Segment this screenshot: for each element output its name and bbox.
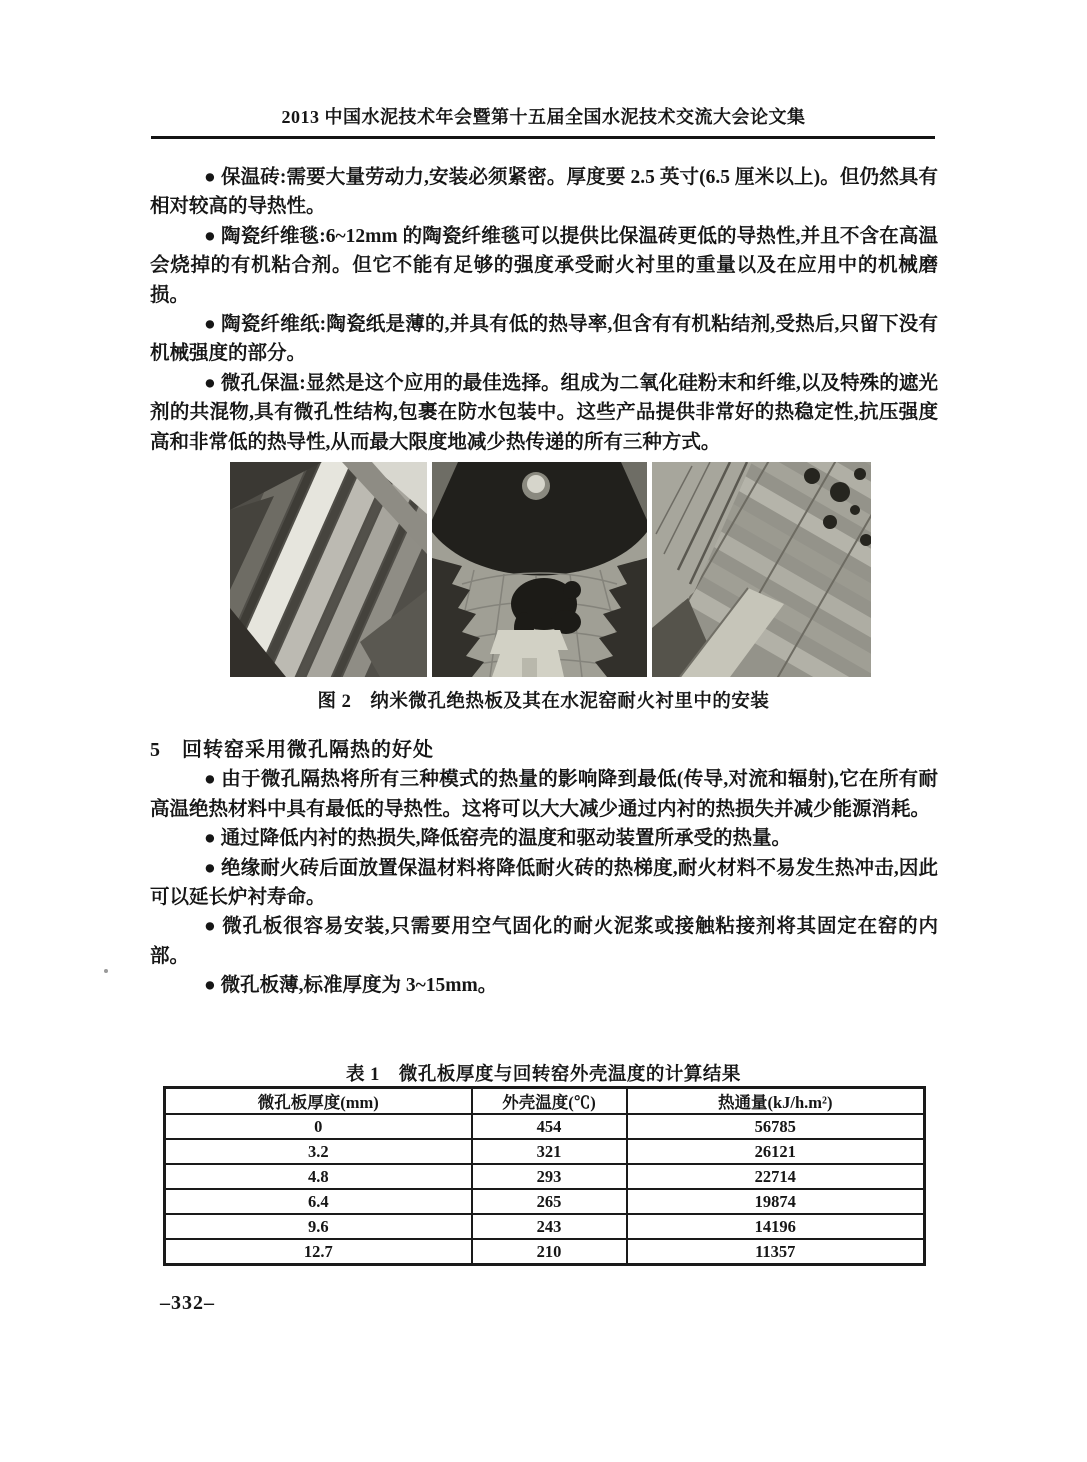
bullet-paragraph-microporous-insulation: ● 微孔保温:显然是这个应用的最佳选择。组成为二氧化硅粉末和纤维,以及特殊的遮光剂的共混物,具有微孔性结构,包裹在防水包装中。这些产品提供非常好的热稳定性,抗压强度高和非常低的热导性,从而最大限度地减少热传递的所有三种方式。 [150,372,938,453]
table-cell: 243 [472,1214,627,1239]
figure-2-caption: 图 2 纳米微孔绝热板及其在水泥窑耐火衬里中的安装 [317,692,770,712]
table-cell: 22714 [627,1164,925,1189]
table-cell: 11357 [627,1239,925,1265]
photo-kiln-interior-installation [432,462,647,677]
bullet-paragraph-insulating-brick: ● 保温砖:需要大量劳动力,安装必须紧密。厚度要 2.5 英寸(6.5 厘米以上)。但仍然具有相对较高的导热性。 [150,167,938,218]
table-row [165,1189,925,1214]
bullet-paragraph-lowest-conductivity: ● 由于微孔隔热将所有三种模式的热量的影响降到最低(传导,对流和辐射),它在所有耐高温绝热材料中具有最低的导热性。这将可以大大减少通过内衬的热损失并减少能源消耗。 [150,769,938,820]
table-col-header-heat-flux: 热通量(kJ/h.m²) [627,1088,925,1115]
table-row [165,1139,925,1164]
table-cell: 0 [165,1114,472,1139]
photo-insulation-boards [230,462,427,677]
table-header-row [165,1088,925,1115]
table-cell: 210 [472,1239,627,1265]
section-5 [150,736,938,1001]
table-row [165,1164,925,1189]
section-5-heading: 5 回转窑采用微孔隔热的好处 [150,739,434,761]
table-col-header-thickness: 微孔板厚度(mm) [165,1088,472,1115]
bullet-paragraph-thermal-gradient: ● 绝缘耐火砖后面放置保温材料将降低耐火砖的热梯度,耐火材料不易发生热冲击,因此可以延长炉衬寿命。 [150,857,938,909]
page-number: –332– [160,1292,215,1314]
table-1 [163,1086,926,1266]
bullet-paragraph-thin-panels: ● 微孔板薄,标准厚度为 3~15mm。 [204,975,498,997]
table-cell: 3.2 [165,1139,472,1164]
table-row [165,1214,925,1239]
bullet-paragraph-easy-installation: ● 微孔板很容易安装,只需要用空气固化的耐火泥浆或接触粘接剂将其固定在窑的内部。 [150,916,938,967]
table-row [165,1239,925,1265]
bullet-paragraph-shell-temperature: ● 通过降低内衬的热损失,降低窑壳的温度和驱动装置所承受的热量。 [204,828,792,850]
table-row [165,1114,925,1139]
table-cell: 26121 [627,1139,925,1164]
page-header-title: 2013 中国水泥技术年会暨第十五届全国水泥技术交流大会论文集 [281,107,806,127]
bullet-paragraph-ceramic-fiber-blanket: ● 陶瓷纤维毯:6~12mm 的陶瓷纤维毯可以提供比保温砖更低的导热性,并且不含在高温会烧掉的有机粘合剂。但它不能有足够的强度承受耐火衬里的重量以及在应用中的机械磨损。 [150,225,938,306]
table-cell: 6.4 [165,1189,472,1214]
scan-artifact-dot [104,969,108,973]
table-cell: 321 [472,1139,627,1164]
table-cell: 265 [472,1189,627,1214]
table-cell: 12.7 [165,1239,472,1265]
header-rule [151,136,935,139]
table-1-caption: 表 1 微孔板厚度与回转窑外壳温度的计算结果 [346,1065,741,1085]
figure-2-photo-strip [230,462,873,677]
table-cell: 4.8 [165,1164,472,1189]
table-cell: 9.6 [165,1214,472,1239]
table-cell: 14196 [627,1214,925,1239]
bullet-paragraph-ceramic-fiber-paper: ● 陶瓷纤维纸:陶瓷纸是薄的,并具有低的热导率,但含有有机粘结剂,受热后,只留下没有机械强度的部分。 [150,314,938,365]
table-col-header-shell-temp: 外壳温度(℃) [472,1088,627,1115]
table-cell: 293 [472,1164,627,1189]
table-cell: 56785 [627,1114,925,1139]
table-cell: 19874 [627,1189,925,1214]
photo-kiln-brick-lining [652,462,871,677]
intro-paragraphs [150,163,938,457]
table-cell: 454 [472,1114,627,1139]
